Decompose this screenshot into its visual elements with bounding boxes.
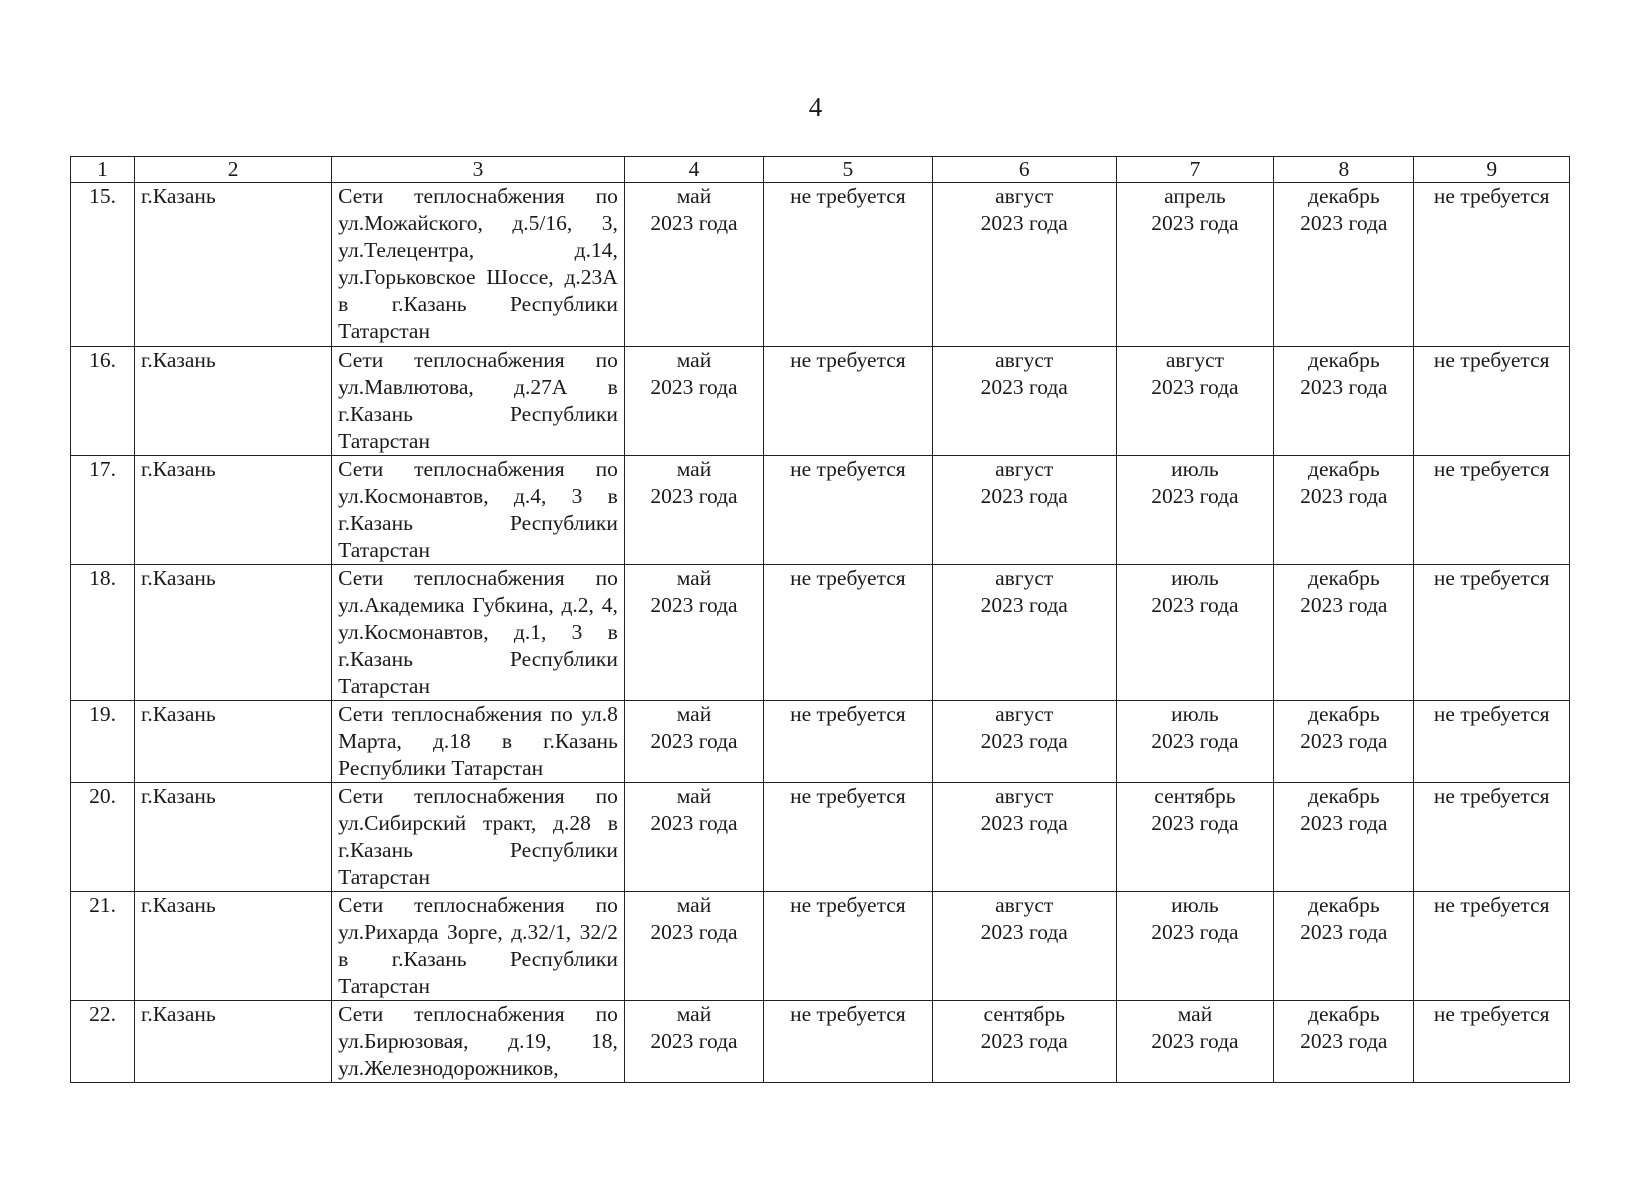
date-month: июль <box>1171 893 1219 917</box>
date-year: 2023 года <box>650 729 738 753</box>
city-cell: г.Казань <box>135 347 332 456</box>
date-month: июль <box>1171 566 1219 590</box>
date-month: август <box>995 702 1054 726</box>
object-cell: Сети теплоснабжения по ул.Мавлютова, д.27А в г.Казань Республики Татарстан <box>332 347 625 456</box>
date-year: 2023 года <box>1151 211 1239 235</box>
date-cell-col7 <box>1116 456 1274 565</box>
date-year: 2023 года <box>1300 484 1388 508</box>
date-month: май <box>1177 1002 1213 1026</box>
date-year: 2023 года <box>650 811 738 835</box>
date-year: 2023 года <box>1151 920 1239 944</box>
text-cell-col5: не требуется <box>764 1001 933 1083</box>
table-row <box>71 701 1570 783</box>
date-cell-col7 <box>1116 347 1274 456</box>
city-cell: г.Казань <box>135 783 332 892</box>
date-year: 2023 года <box>650 484 738 508</box>
date-year: 2023 года <box>650 375 738 399</box>
date-month: август <box>995 184 1054 208</box>
date-cell-col7 <box>1116 1001 1274 1083</box>
date-year: 2023 года <box>1300 375 1388 399</box>
city-cell: г.Казань <box>135 701 332 783</box>
date-cell-col8 <box>1274 1001 1414 1083</box>
text-cell-col9: не требуется <box>1414 565 1570 701</box>
date-month: август <box>995 893 1054 917</box>
date-year: 2023 года <box>650 1029 738 1053</box>
date-cell-col4 <box>624 183 763 347</box>
date-year: 2023 года <box>1300 729 1388 753</box>
date-month: сентябрь <box>983 1002 1065 1026</box>
date-cell-col8 <box>1274 456 1414 565</box>
date-year: 2023 года <box>980 484 1068 508</box>
object-cell: Сети теплоснабжения по ул.Академика Губкина, д.2, 4, ул.Космонавтов, д.1, 3 в г.Казань Республики Татарстан <box>332 565 625 701</box>
date-month: май <box>676 1002 712 1026</box>
date-year: 2023 года <box>1300 920 1388 944</box>
date-cell-col6 <box>932 347 1116 456</box>
text-cell-col5: не требуется <box>764 701 933 783</box>
table-row <box>71 347 1570 456</box>
date-year: 2023 года <box>1151 593 1239 617</box>
date-year: 2023 года <box>980 1029 1068 1053</box>
date-cell-col4 <box>624 1001 763 1083</box>
date-month: май <box>676 702 712 726</box>
date-month: август <box>995 566 1054 590</box>
date-cell-col7 <box>1116 183 1274 347</box>
row-number: 17. <box>71 456 135 565</box>
row-number: 22. <box>71 1001 135 1083</box>
date-month: май <box>676 184 712 208</box>
text-cell-col9: не требуется <box>1414 701 1570 783</box>
column-header: 3 <box>332 157 625 183</box>
date-month: сентябрь <box>1154 784 1236 808</box>
column-header: 5 <box>764 157 933 183</box>
date-year: 2023 года <box>650 593 738 617</box>
date-month: декабрь <box>1308 702 1380 726</box>
date-cell-col8 <box>1274 892 1414 1001</box>
city-cell: г.Казань <box>135 1001 332 1083</box>
object-cell: Сети теплоснабжения по ул.Можайского, д.5/16, 3, ул.Телецентра, д.14, ул.Горьковское Шоссе, д.23А в г.Казань Республики Татарстан <box>332 183 625 347</box>
object-cell: Сети теплоснабжения по ул.Сибирский тракт, д.28 в г.Казань Республики Татарстан <box>332 783 625 892</box>
date-month: июль <box>1171 457 1219 481</box>
text-cell-col9: не требуется <box>1414 892 1570 1001</box>
row-number: 19. <box>71 701 135 783</box>
date-month: май <box>676 784 712 808</box>
text-cell-col5: не требуется <box>764 783 933 892</box>
text-cell-col9: не требуется <box>1414 1001 1570 1083</box>
table-header-row <box>71 157 1570 183</box>
column-header: 9 <box>1414 157 1570 183</box>
column-header: 4 <box>624 157 763 183</box>
date-cell-col6 <box>932 565 1116 701</box>
table-row <box>71 1001 1570 1083</box>
date-cell-col6 <box>932 783 1116 892</box>
date-cell-col4 <box>624 783 763 892</box>
date-month: май <box>676 348 712 372</box>
text-cell-col5: не требуется <box>764 565 933 701</box>
date-month: июль <box>1171 702 1219 726</box>
date-cell-col8 <box>1274 347 1414 456</box>
row-number: 20. <box>71 783 135 892</box>
date-cell-col7 <box>1116 701 1274 783</box>
object-cell: Сети теплоснабжения по ул.8 Марта, д.18 в г.Казань Республики Татарстан <box>332 701 625 783</box>
date-year: 2023 года <box>1151 1029 1239 1053</box>
object-cell: Сети теплоснабжения по ул.Бирюзовая, д.19, 18, ул.Железнодорожников, <box>332 1001 625 1083</box>
city-cell: г.Казань <box>135 183 332 347</box>
text-cell-col9: не требуется <box>1414 456 1570 565</box>
date-cell-col4 <box>624 701 763 783</box>
text-cell-col9: не требуется <box>1414 783 1570 892</box>
date-year: 2023 года <box>980 920 1068 944</box>
column-header: 7 <box>1116 157 1274 183</box>
object-cell: Сети теплоснабжения по ул.Космонавтов, д.4, 3 в г.Казань Республики Татарстан <box>332 456 625 565</box>
date-year: 2023 года <box>980 811 1068 835</box>
table-row <box>71 892 1570 1001</box>
row-number: 18. <box>71 565 135 701</box>
city-cell: г.Казань <box>135 892 332 1001</box>
date-year: 2023 года <box>1300 211 1388 235</box>
date-month: декабрь <box>1308 566 1380 590</box>
date-month: август <box>995 348 1054 372</box>
date-month: декабрь <box>1308 784 1380 808</box>
date-cell-col7 <box>1116 892 1274 1001</box>
date-cell-col4 <box>624 892 763 1001</box>
date-cell-col4 <box>624 565 763 701</box>
row-number: 16. <box>71 347 135 456</box>
schedule-table <box>70 156 1570 1083</box>
date-cell-col8 <box>1274 183 1414 347</box>
date-year: 2023 года <box>650 211 738 235</box>
text-cell-col5: не требуется <box>764 347 933 456</box>
date-year: 2023 года <box>980 593 1068 617</box>
date-cell-col4 <box>624 456 763 565</box>
column-header: 1 <box>71 157 135 183</box>
city-cell: г.Казань <box>135 565 332 701</box>
text-cell-col5: не требуется <box>764 892 933 1001</box>
text-cell-col9: не требуется <box>1414 347 1570 456</box>
date-year: 2023 года <box>1300 1029 1388 1053</box>
date-cell-col7 <box>1116 565 1274 701</box>
date-year: 2023 года <box>980 729 1068 753</box>
date-cell-col6 <box>932 183 1116 347</box>
date-cell-col6 <box>932 892 1116 1001</box>
date-cell-col6 <box>932 701 1116 783</box>
date-year: 2023 года <box>1300 593 1388 617</box>
date-month: декабрь <box>1308 457 1380 481</box>
date-year: 2023 года <box>650 920 738 944</box>
text-cell-col5: не требуется <box>764 183 933 347</box>
table-row <box>71 456 1570 565</box>
table-row <box>71 565 1570 701</box>
date-cell-col8 <box>1274 783 1414 892</box>
date-month: август <box>995 457 1054 481</box>
date-month: декабрь <box>1308 348 1380 372</box>
column-header: 2 <box>135 157 332 183</box>
date-month: май <box>676 457 712 481</box>
date-year: 2023 года <box>980 375 1068 399</box>
date-month: май <box>676 893 712 917</box>
date-cell-col6 <box>932 1001 1116 1083</box>
object-cell: Сети теплоснабжения по ул.Рихарда Зорге, д.32/1, 32/2 в г.Казань Республики Татарстан <box>332 892 625 1001</box>
column-header: 8 <box>1274 157 1414 183</box>
date-cell-col6 <box>932 456 1116 565</box>
date-month: май <box>676 566 712 590</box>
city-cell: г.Казань <box>135 456 332 565</box>
text-cell-col9: не требуется <box>1414 183 1570 347</box>
date-month: декабрь <box>1308 893 1380 917</box>
table-row <box>71 183 1570 347</box>
page-number: 4 <box>808 92 823 122</box>
table-row <box>71 783 1570 892</box>
date-cell-col7 <box>1116 783 1274 892</box>
column-header: 6 <box>932 157 1116 183</box>
row-number: 21. <box>71 892 135 1001</box>
date-year: 2023 года <box>1151 375 1239 399</box>
date-month: август <box>1165 348 1225 372</box>
date-year: 2023 года <box>1151 811 1239 835</box>
row-number: 15. <box>71 183 135 347</box>
date-year: 2023 года <box>1151 484 1239 508</box>
date-cell-col8 <box>1274 701 1414 783</box>
date-cell-col4 <box>624 347 763 456</box>
date-cell-col8 <box>1274 565 1414 701</box>
date-year: 2023 года <box>1151 729 1239 753</box>
date-month: август <box>995 784 1054 808</box>
date-year: 2023 года <box>980 211 1068 235</box>
date-year: 2023 года <box>1300 811 1388 835</box>
date-month: апрель <box>1164 184 1226 208</box>
date-month: декабрь <box>1308 1002 1380 1026</box>
date-month: декабрь <box>1308 184 1380 208</box>
text-cell-col5: не требуется <box>764 456 933 565</box>
